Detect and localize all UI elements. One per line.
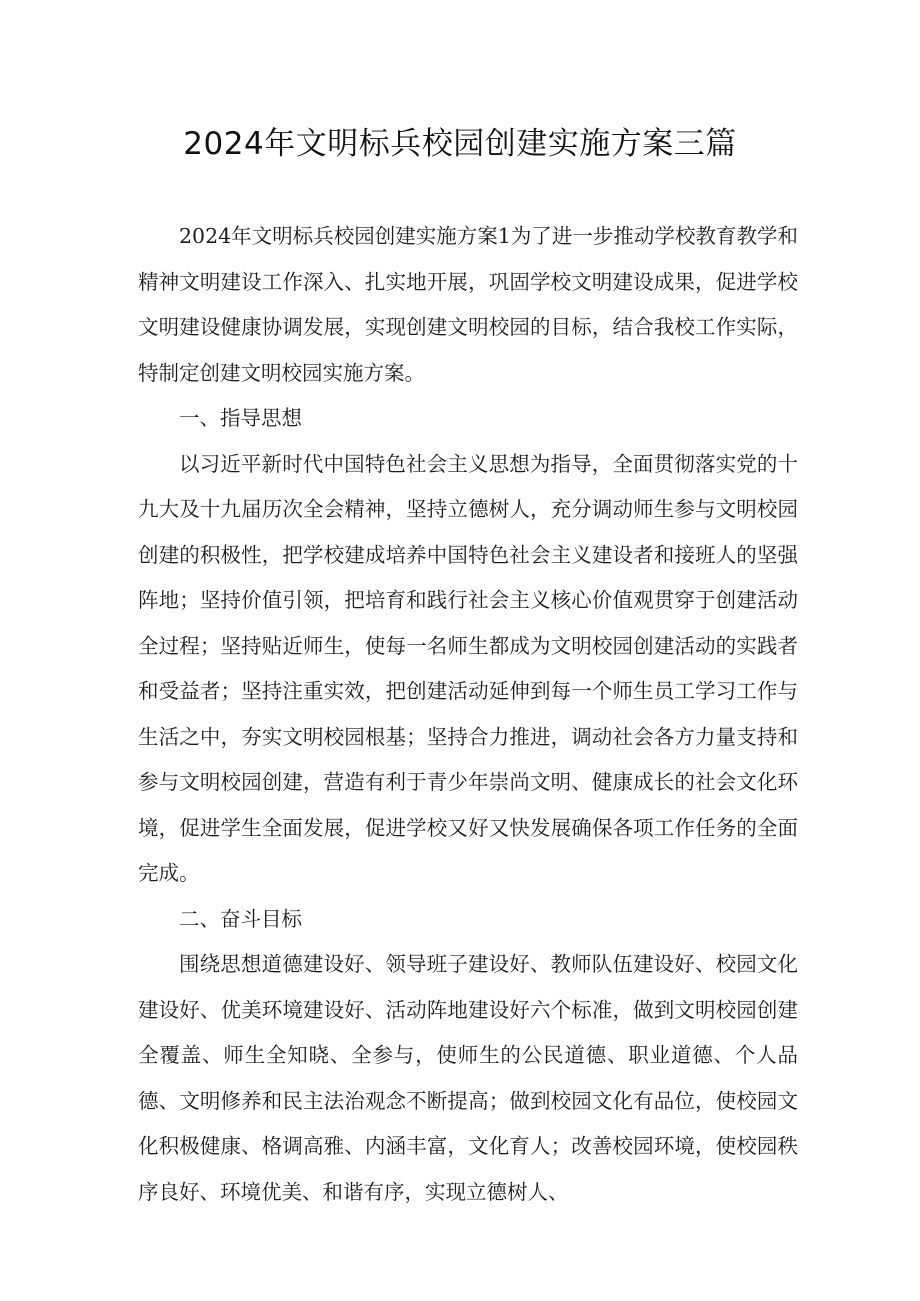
document-body	[138, 214, 798, 1215]
intro-paragraph: 2024年文明标兵校园创建实施方案1为了进一步推动学校教育教学和精神文明建设工作深入、扎实地开展，巩固学校文明建设成果，促进学校文明建设健康协调发展，实现创建文明校园的目标，结合我校工作实际，特制定创建文明校园实施方案。	[138, 224, 798, 385]
document-title: 2024年文明标兵校园创建实施方案三篇	[183, 126, 737, 162]
guiding-ideology-paragraph: 以习近平新时代中国特色社会主义思想为指导，全面贯彻落实党的十九大及十九届历次全会精神，坚持立德树人，充分调动师生参与文明校园创建的积极性，把学校建成培养中国特色社会主义建设者和接班人的坚强阵地；坚持价值引领，把培育和践行社会主义核心价值观贯穿于创建活动全过程；坚持贴近师生，使每一名师生都成为文明校园创建活动的实践者和受益者；坚持注重实效，把创建活动延伸到每一个师生员工学习工作与生活之中，夯实文明校园根基；坚持合力推进，调动社会各方力量支持和参与文明校园创建，营造有利于青少年崇尚文明、健康成长的社会文化环境，促进学生全面发展，促进学校又好又快发展确保各项工作任务的全面完成。	[138, 451, 798, 885]
section-heading-guiding-ideology: 一、指导思想	[179, 406, 302, 430]
section-heading-goals: 二、奋斗目标	[179, 906, 302, 931]
goals-paragraph: 围绕思想道德建设好、领导班子建设好、教师队伍建设好、校园文化建设好、优美环境建设好、活动阵地建设好六个标准，做到文明校园创建全覆盖、师生全知晓、全参与，使师生的公民道德、职业道德、个人品德、文明修养和民主法治观念不断提高；做到校园文化有品位，使校园文化积极健康、格调高雅、内涵丰富，文化育人；改善校园环境，使校园秩序良好、环境优美、和谐有序，实现立德树人、	[138, 952, 798, 1204]
